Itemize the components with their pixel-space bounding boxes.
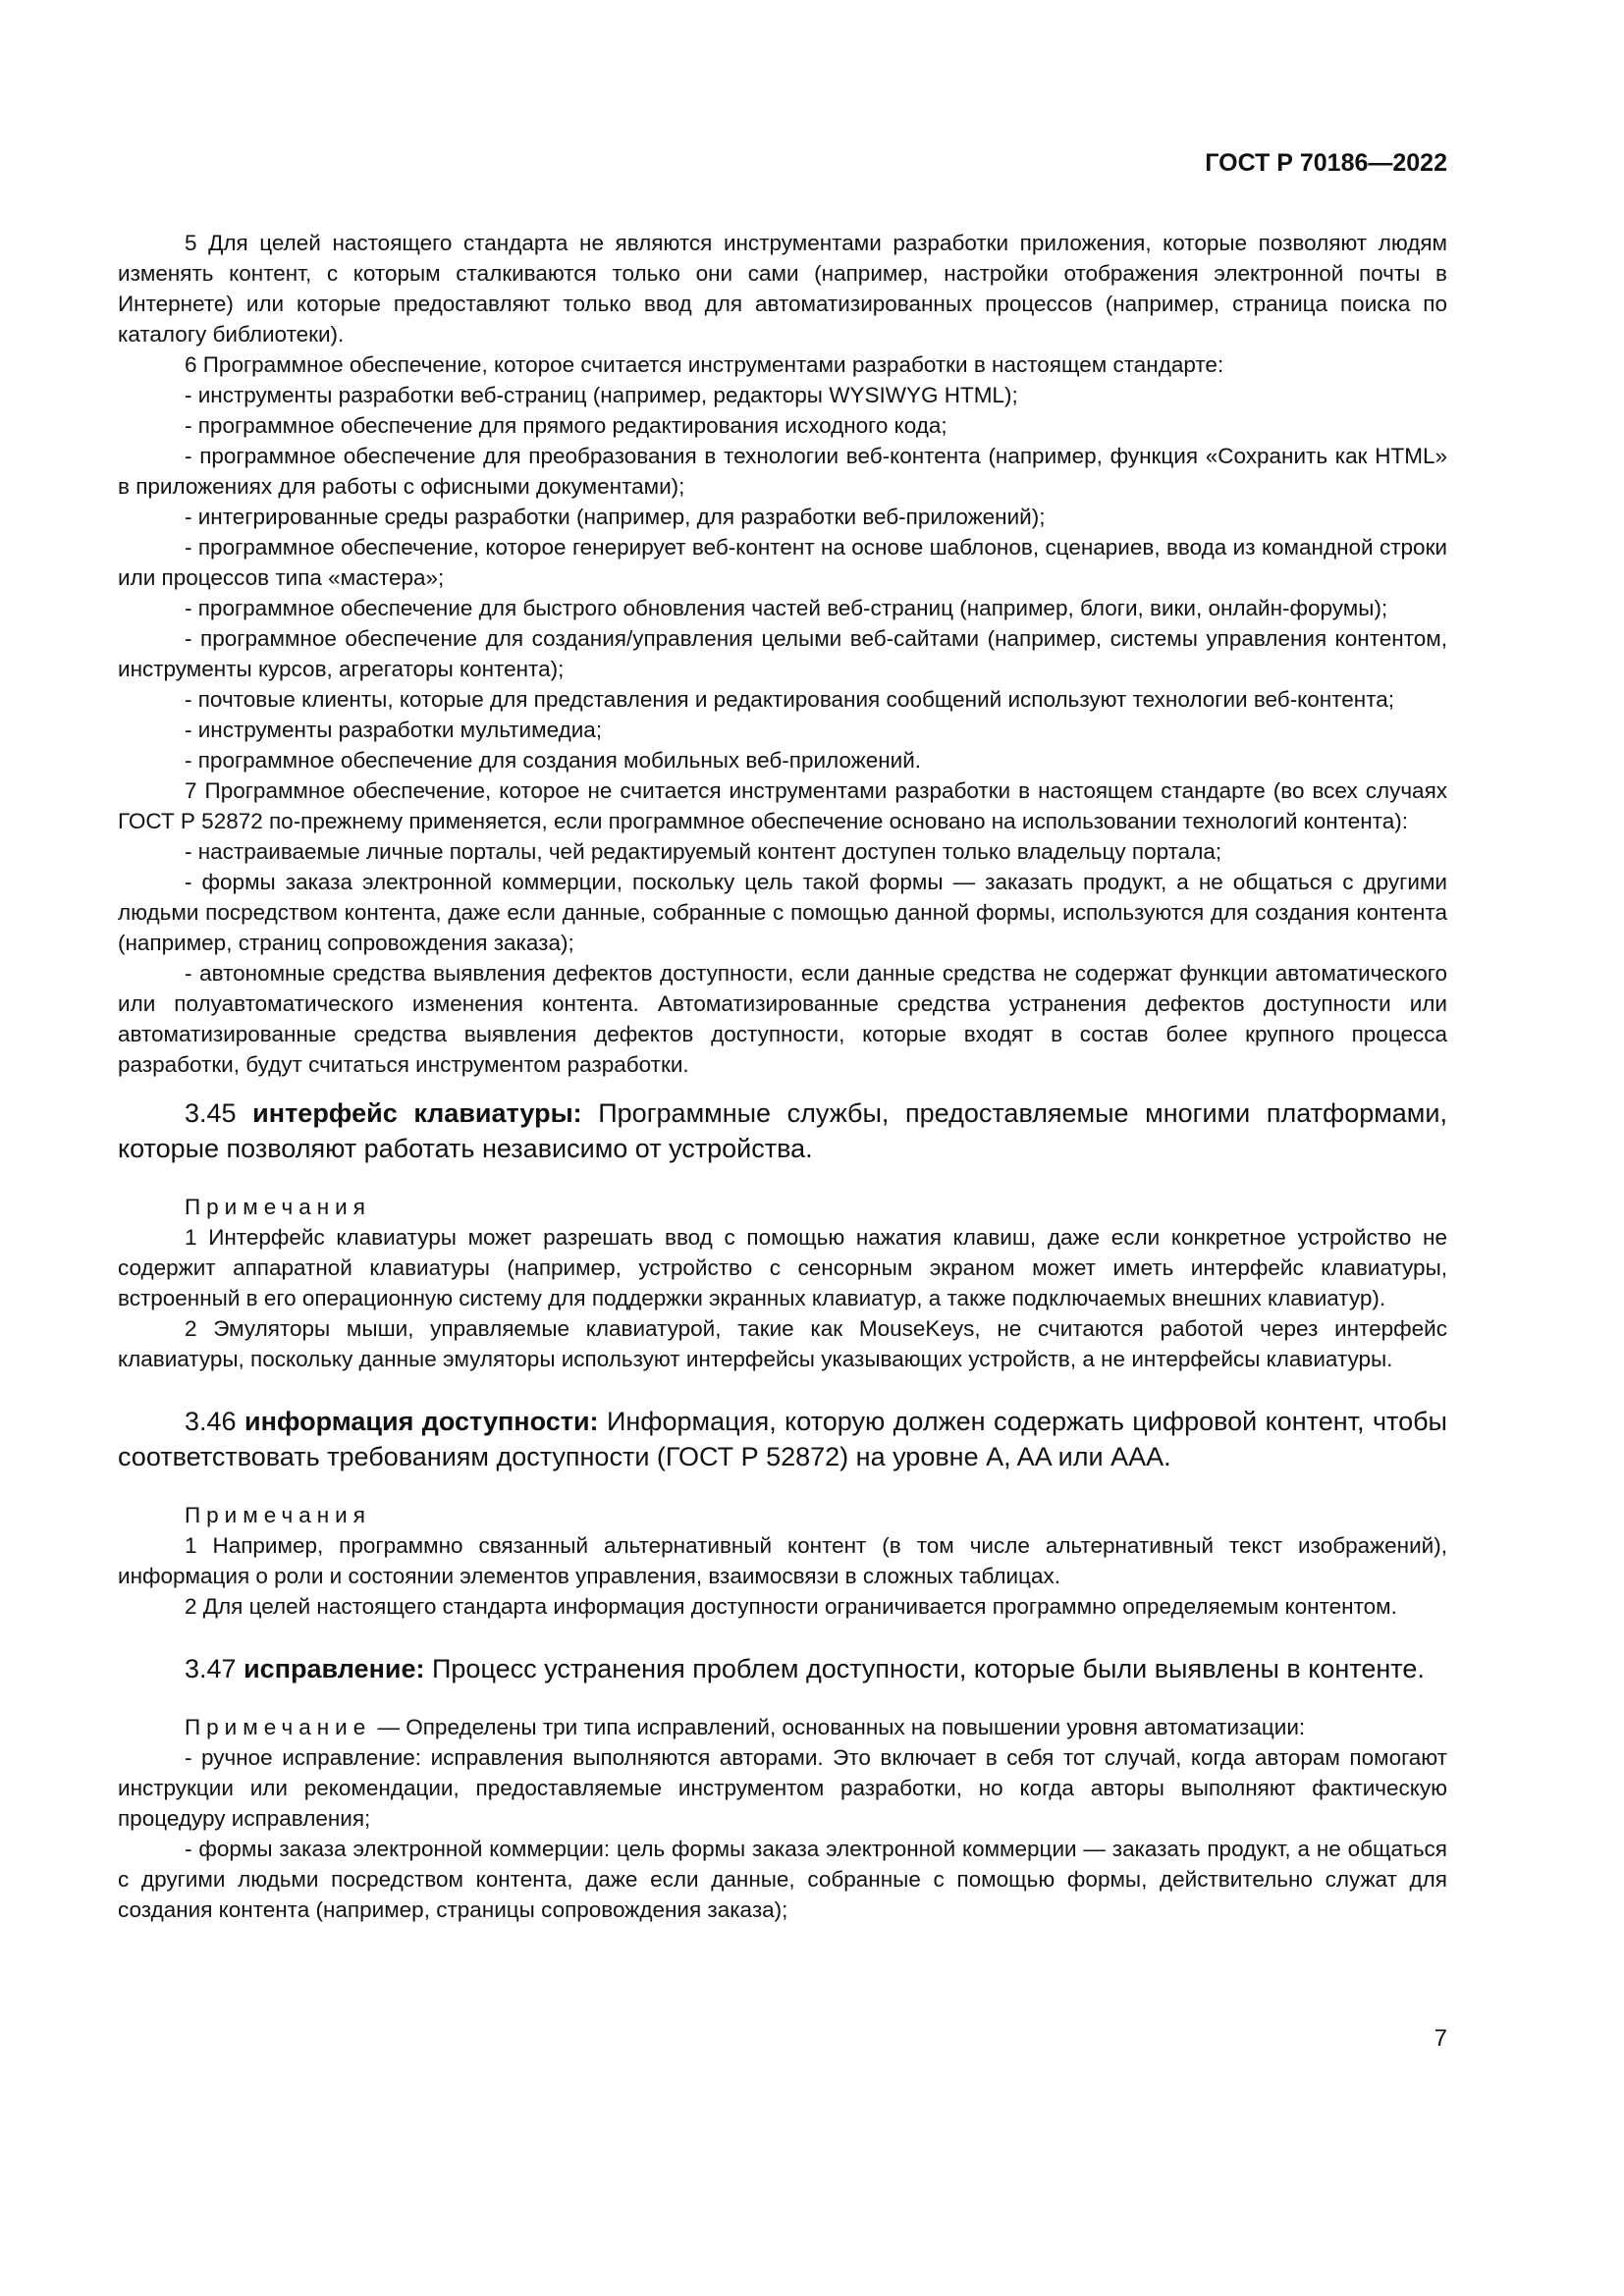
list-item: - автономные средства выявления дефектов доступности, если данные средства не содержат функции автоматического или полуавтоматического изменения контента. Автоматизированные средства устранения дефектов доступности или автоматизированные средства выявления дефектов доступности, которые входят в состав более крупного процесса разработки, будут считаться инструментом разработки.	[118, 961, 1447, 1077]
list-item: - инструменты разработки веб-страниц (например, редакторы WYSIWYG HTML);	[185, 383, 1018, 407]
term-3-45	[118, 1095, 1447, 1166]
note-paragraph: 6 Программное обеспечение, которое считается инструментами разработки в настоящем стандарте:	[185, 352, 1224, 377]
note-paragraph: 1 Например, программно связанный альтернативный контент (в том числе альтернативный текст изображений), информация о роли и состоянии элементов управления, взаимосвязи в сложных таблицах.	[118, 1533, 1447, 1588]
list-item: - формы заказа электронной коммерции: цель формы заказа электронной коммерции — заказать продукт, а не общаться с другими людьми посредством контента, даже если данные, собранные с помощью формы, действительно служат для создания контента (например, страницы сопровождения заказа);	[118, 1837, 1447, 1922]
list-item: - формы заказа электронной коммерции, поскольку цель такой формы — заказать продукт, а не общаться с другими людьми посредством контента, даже если данные, собранные с помощью данной формы, используются для создания контента (например, страниц сопровождения заказа);	[118, 870, 1447, 955]
note-paragraph: 5 Для целей настоящего стандарта не являются инструментами разработки приложения, которые позволяют людям изменять контент, с которым сталкиваются только они сами (например, настройки отображения электронной почты в Интернете) или которые предоставляют только ввод для автоматизированных процессов (например, страница поиска по каталогу библиотеки).	[118, 231, 1447, 347]
notes-label: Примечания	[185, 1195, 371, 1219]
note-paragraph: 2 Для целей настоящего стандарта информация доступности ограничивается программно определяемым контентом.	[185, 1594, 1397, 1619]
note-intro	[118, 1712, 1447, 1742]
term-definition: Программные службы, предоставляемые многими платформами, которые позволяют работать независимо от устройства.	[118, 1098, 1447, 1163]
term-number: 3.46	[185, 1407, 237, 1436]
note-intro-text: — Определены три типа исправлений, основанных на повышении уровня автоматизации:	[377, 1715, 1306, 1739]
list-item: - программное обеспечение, которое генерирует веб-контент на основе шаблонов, сценариев, ввода из командной строки или процессов типа «мастера»;	[118, 535, 1447, 590]
notes-label: Примечания	[185, 1503, 371, 1527]
list-item: - программное обеспечение для прямого редактирования исходного кода;	[185, 413, 947, 438]
list-item: - инструменты разработки мультимедиа;	[185, 718, 603, 742]
list-item: - программное обеспечение для создания мобильных веб-приложений.	[185, 748, 922, 773]
document-id: ГОСТ Р 70186—2022	[1205, 149, 1447, 177]
list-item: - интегрированные среды разработки (например, для разработки веб-приложений);	[185, 505, 1046, 529]
list-item: - ручное исправление: исправления выполняются авторами. Это включает в себя тот случай, когда авторам помогают инструкции или рекомендации, предоставляемые инструментом разработки, но когда авторы выполняют фактическую процедуру исправления;	[118, 1745, 1447, 1831]
note-paragraph: 2 Эмуляторы мыши, управляемые клавиатурой, такие как MouseKeys, не считаются работой через интерфейс клавиатуры, поскольку данные эмуляторы используют интерфейсы указывающих устройств, а не интерфейсы клавиатуры.	[118, 1316, 1447, 1371]
list-item: - программное обеспечение для быстрого обновления частей веб-страниц (например, блоги, вики, онлайн-форумы);	[185, 596, 1388, 620]
note-label: Примечание	[185, 1715, 372, 1739]
term-title: исправление:	[244, 1654, 425, 1683]
term-3-47	[118, 1651, 1447, 1686]
page-content	[118, 228, 1447, 1925]
term-3-46	[118, 1404, 1447, 1474]
term-number: 3.47	[185, 1654, 237, 1683]
page-number: 7	[1434, 2025, 1447, 2052]
note-paragraph: 1 Интерфейс клавиатуры может разрешать ввод с помощью нажатия клавиш, даже если конкретное устройство не содержит аппаратной клавиатуры (например, устройство с сенсорным экраном может иметь интерфейс клавиатуры, встроенный в его операционную систему для поддержки экранных клавиатур, а также подключаемых внешних клавиатур).	[118, 1225, 1447, 1310]
term-title: информация доступности:	[244, 1407, 599, 1436]
term-title: интерфейс клавиатуры:	[252, 1098, 582, 1128]
list-item: - почтовые клиенты, которые для представления и редактирования сообщений используют технологии веб-контента;	[185, 687, 1395, 712]
term-number: 3.45	[185, 1098, 237, 1128]
term-definition: Информация, которую должен содержать цифровой контент, чтобы соответствовать требованиям доступности (ГОСТ Р 52872) на уровне A, AA или AAA.	[118, 1407, 1447, 1471]
note-paragraph: 7 Программное обеспечение, которое не считается инструментами разработки в настоящем стандарте (во всех случаях ГОСТ Р 52872 по-прежнему применяется, если программное обеспечение основано на использовании технологий контента):	[118, 778, 1447, 833]
list-item: - программное обеспечение для создания/управления целыми веб-сайтами (например, системы управления контентом, инструменты курсов, агрегаторы контента);	[118, 626, 1447, 681]
list-item: - программное обеспечение для преобразования в технологии веб-контента (например, функция «Сохранить как HTML» в приложениях для работы с офисными документами);	[118, 444, 1447, 499]
list-item: - настраиваемые личные порталы, чей редактируемый контент доступен только владельцу портала;	[185, 839, 1222, 864]
term-definition: Процесс устранения проблем доступности, которые были выявлены в контенте.	[432, 1654, 1425, 1683]
